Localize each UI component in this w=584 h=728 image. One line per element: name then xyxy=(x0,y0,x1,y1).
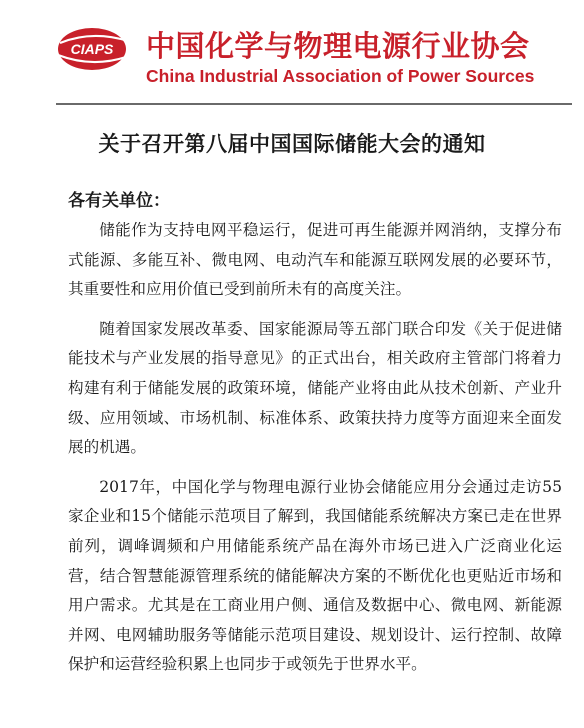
document-title: 关于召开第八届中国国际储能大会的通知 xyxy=(98,132,486,156)
paragraph-2: 随着国家发展改革委、国家能源局等五部门联合印发《关于促进储能技术与产业发展的指导意见》的正式出台，相关政府主管部门将着力构建有利于储能发展的政策环境，储能产业将由此从技术创新、产业升级、应用领域、市场机制、标准体系、政策扶持力度等方面迎来全面发展的机遇。 xyxy=(68,319,562,457)
org-name-chinese: 中国化学与物理电源行业协会 xyxy=(146,29,530,63)
ciaps-logo-icon xyxy=(54,26,132,72)
header-divider xyxy=(56,103,572,105)
paragraph-3: 2017年，中国化学与物理电源行业协会储能应用分会通过走访55家企业和15个储能示范项目了解到，我国储能系统解决方案已走在世界前列，调峰调频和户用储能系统产品在海外市场已进入广泛商业化运营，结合智慧能源管理系统的储能解决方案的不断优化也更贴近市场和用户需求。尤其是在工商业用户侧、通信及数据中心、微电网、新能源并网、电网辅助服务等储能示范项目建设、规划设计、运行控制、故障保护和运营经验积累上也同步于或领先于世界水平。 xyxy=(68,477,562,674)
body-text xyxy=(68,216,562,690)
paragraph-1: 储能作为支持电网平稳运行，促进可再生能源并网消纳，支撑分布式能源、多能互补、微电网、电动汽车和能源互联网发展的必要环节，其重要性和应用价值已受到前所未有的高度关注。 xyxy=(68,221,562,299)
letterhead xyxy=(0,0,584,104)
org-name-english: China Industrial Association of Power Sources xyxy=(146,66,535,86)
salutation: 各有关单位： xyxy=(68,191,170,211)
logo-text: CIAPS xyxy=(70,41,114,57)
